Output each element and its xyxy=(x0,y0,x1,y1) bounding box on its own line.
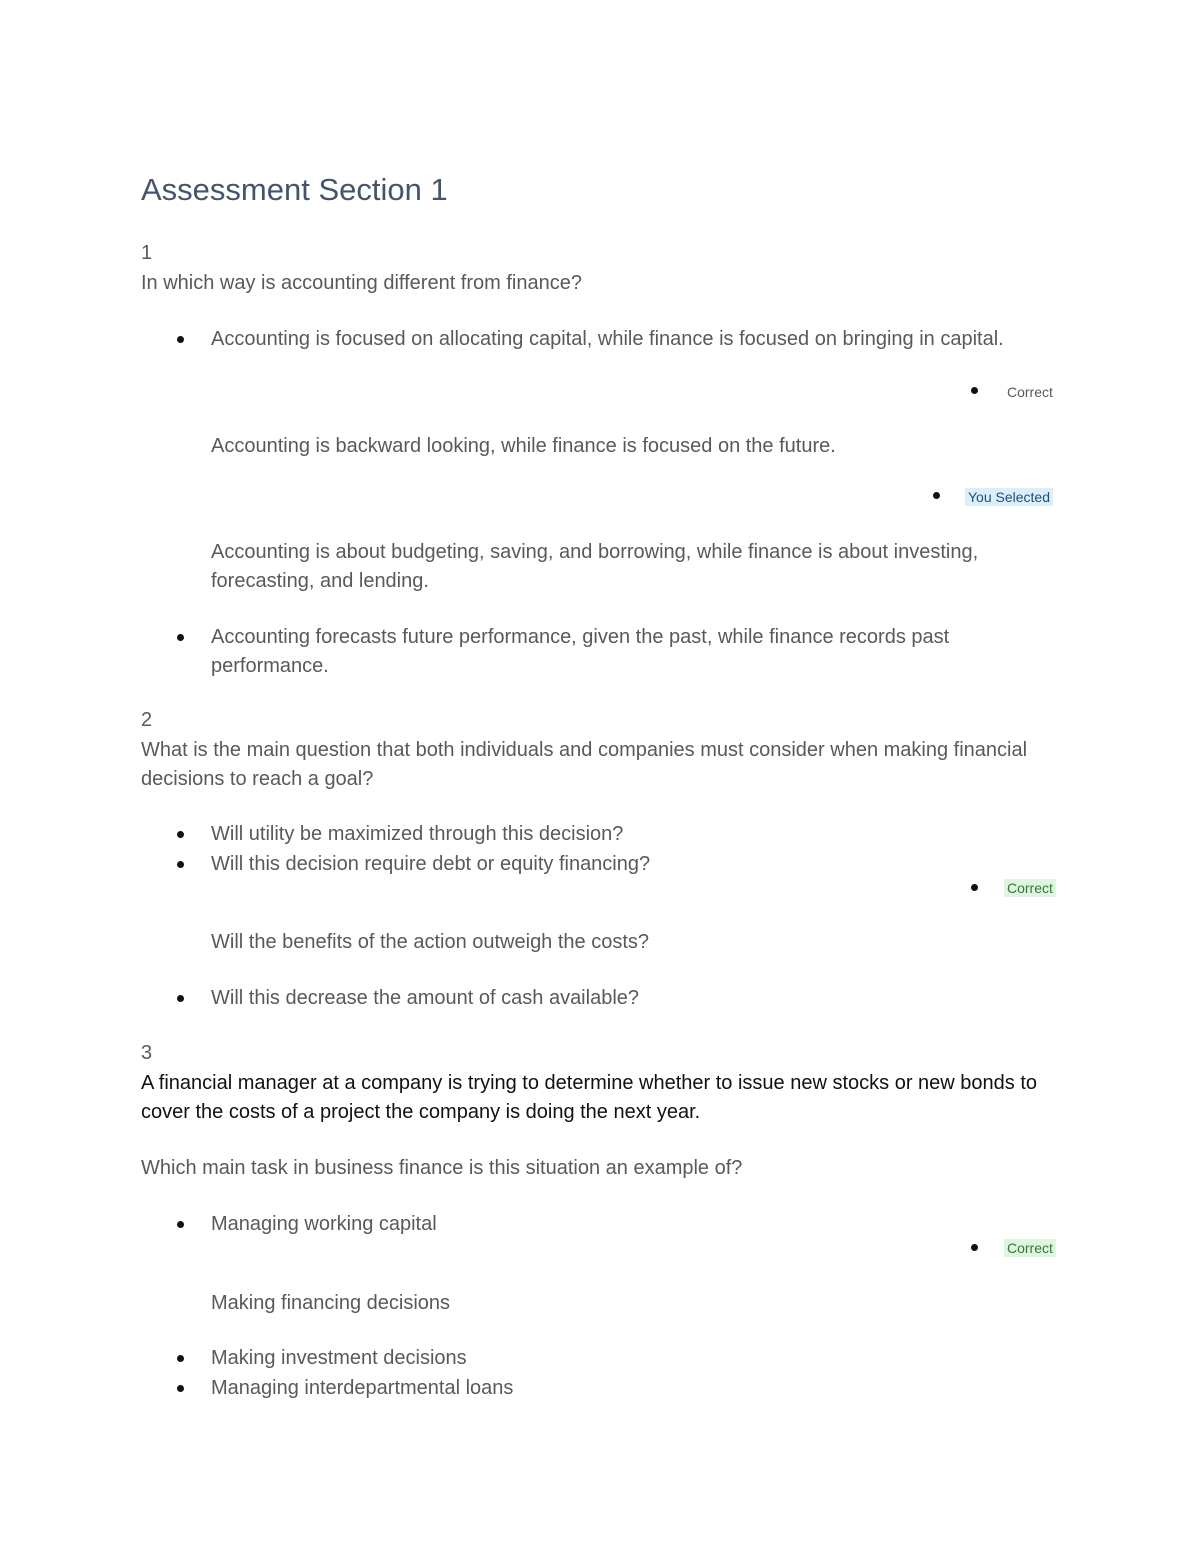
bullet-icon xyxy=(177,1385,184,1392)
correct-tag: Correct xyxy=(1004,879,1056,897)
bullet-icon xyxy=(177,1221,184,1228)
bullet-icon xyxy=(177,995,184,1002)
bullet-icon xyxy=(177,336,184,343)
you-selected-tag: You Selected xyxy=(965,488,1053,506)
question-2-number: 2 xyxy=(141,709,153,731)
bullet-icon xyxy=(971,1244,978,1251)
question-1-option-4[interactable]: Accounting forecasts future performance, given the past, while finance records past performance. xyxy=(211,626,950,677)
bullet-icon xyxy=(177,831,184,838)
question-1-option-2[interactable]: Accounting is backward looking, while finance is focused on the future. xyxy=(211,435,836,457)
question-1-option-1[interactable]: Accounting is focused on allocating capital, while finance is focused on bringing in capital. xyxy=(211,328,1004,350)
bullet-icon xyxy=(177,861,184,868)
question-2-text: What is the main question that both individuals and companies must consider when making financial decisions to reach a goal? xyxy=(141,739,1028,790)
question-2-option-2[interactable]: Will this decision require debt or equity financing? xyxy=(211,853,651,875)
bullet-icon xyxy=(971,387,978,394)
question-3-option-4[interactable]: Managing interdepartmental loans xyxy=(211,1377,514,1399)
question-1-number: 1 xyxy=(141,242,153,264)
correct-tag: Correct xyxy=(1004,1239,1056,1257)
question-3-scenario: A financial manager at a company is trying to determine whether to issue new stocks or new bonds to cover the costs of a project the company is doing the next year. xyxy=(141,1072,1038,1123)
question-3-text: Which main task in business finance is this situation an example of? xyxy=(141,1157,743,1179)
question-3-option-2[interactable]: Making financing decisions xyxy=(211,1292,451,1314)
question-3-option-3[interactable]: Making investment decisions xyxy=(211,1347,467,1369)
question-3-option-1[interactable]: Managing working capital xyxy=(211,1213,437,1235)
question-2-option-1[interactable]: Will utility be maximized through this decision? xyxy=(211,823,624,845)
question-1-option-3[interactable]: Accounting is about budgeting, saving, and borrowing, while finance is about investing, forecasting, and lending. xyxy=(211,541,979,592)
question-2-option-3[interactable]: Will the benefits of the action outweigh the costs? xyxy=(211,931,650,953)
question-2-option-4[interactable]: Will this decrease the amount of cash available? xyxy=(211,987,640,1009)
page-title: Assessment Section 1 xyxy=(141,172,448,207)
question-1-text: In which way is accounting different from finance? xyxy=(141,272,582,294)
bullet-icon xyxy=(177,634,184,641)
correct-tag: Correct xyxy=(1007,384,1053,400)
bullet-icon xyxy=(933,492,940,499)
bullet-icon xyxy=(971,884,978,891)
bullet-icon xyxy=(177,1355,184,1362)
question-3-number: 3 xyxy=(141,1042,153,1064)
